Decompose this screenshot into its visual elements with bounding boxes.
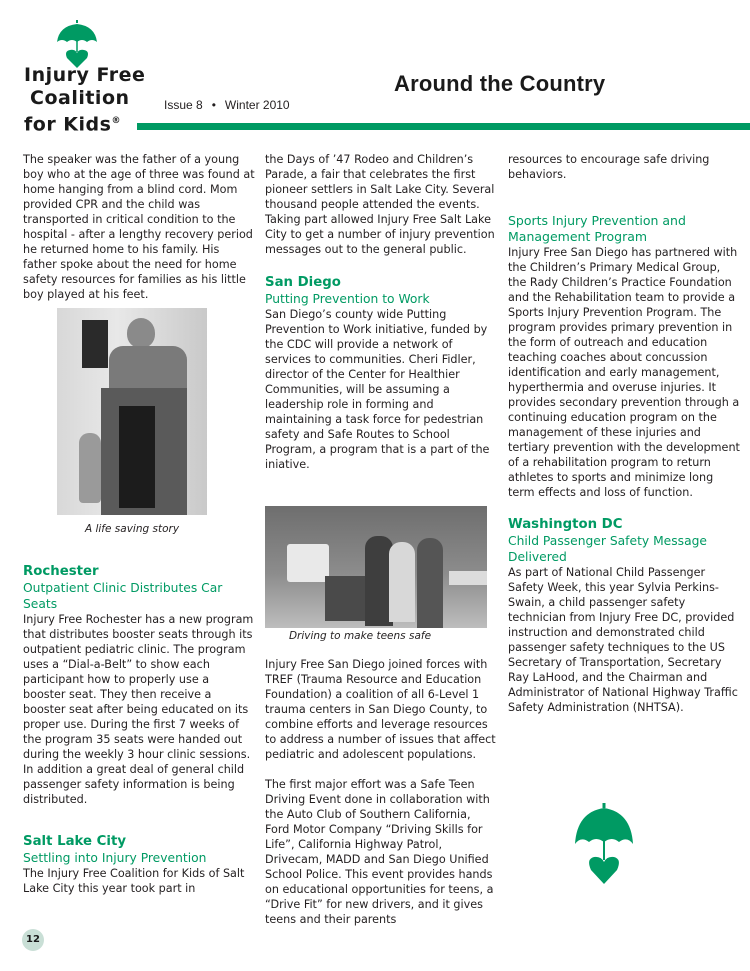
issue-info xyxy=(164,98,290,112)
salt-lake-heading: Salt Lake City xyxy=(23,834,127,849)
column-2 xyxy=(265,152,497,472)
rochester-heading: Rochester xyxy=(23,564,99,579)
san-diego-subheading: Putting Prevention to Work xyxy=(265,292,430,306)
san-diego-continued xyxy=(265,657,497,927)
safe-teen-driving-paragraph: The first major effort was a Safe Teen Driving Event done in collaboration with the Auto Club of Southern California, Ford Motor Company “Driving Skills for Life”, California Highway Patrol, Drivecam, MADD and San Diego Unified School Police. This event provides hands on educational opportunities for teens, a “Drive Fit” for new drivers, and it gives teens and their parents xyxy=(265,778,494,926)
intro-paragraph: The speaker was the father of a young boy who at the age of three was found at home hanging from a blind cord. Mom provided CPR and the child was transported in critical condition to the hospital - after a lengthy recovery period he returned home to his family. His father spoke about the need for home safety resources for families as his little boy played at his feet. xyxy=(23,153,255,301)
photo-teen-driving-event xyxy=(265,506,487,628)
person xyxy=(417,538,443,628)
washington-subheading: Child Passenger Safety Message Delivered xyxy=(508,534,707,564)
salt-lake-article xyxy=(23,833,255,896)
sports-body: Injury Free San Diego has partnered with the Children’s Primary Medical Group, the Rady Children’s Practice Foundation and the Rehabilitation team to provide a Sports Injury Prevention Program. The program provides primary prevention in the form of outreach and education teaching coaches about concussion identification and early management, hyperthermia and overuse injuries. It provides secondary prevention through a continuing education program on the management of these injuries and tertiary prevention with the development of a rehabilitation program to return athletes to sports and minimize long term effects and loss of function. xyxy=(508,246,740,499)
page-title: Around the Country xyxy=(394,71,606,96)
sports-heading: Sports Injury Prevention and Management Program xyxy=(508,213,686,244)
column-1 xyxy=(23,152,255,302)
salt-lake-subheading: Settling into Injury Prevention xyxy=(23,851,207,865)
rochester-article xyxy=(23,563,255,807)
photo-caption-2: Driving to make teens safe xyxy=(288,630,432,642)
logo-line-1: Injury Free xyxy=(24,64,146,86)
umbrella-heart-icon xyxy=(573,798,635,884)
child xyxy=(79,433,101,503)
salt-lake-continued: the Days of ’47 Rodeo and Children’s Parade, a fair that celebrates the first pioneer settlers in Salt Lake City. Several thousand people attended the events. Taking part allowed Injury Free Salt Lake City to get a number of injury prevention messages out to the general public. xyxy=(265,153,495,256)
washington-heading: Washington DC xyxy=(508,517,623,532)
san-diego-body: San Diego’s county wide Putting Prevention to Work initiative, funded by the CDC will provide a network of services to communities. Cheri Fidler, director of the Center for Healthier Communities, will be assuming a leadership role in forming and maintaining a task force for pedestrian safety and Safe Routes to School Program, a program that is a part of the iniative. xyxy=(265,308,490,471)
logo xyxy=(22,18,162,138)
separator: • xyxy=(211,98,216,112)
issue-season: Winter 2010 xyxy=(224,98,290,112)
photo-speaker-podium xyxy=(57,308,207,515)
column-3 xyxy=(508,152,740,715)
side-table xyxy=(449,571,487,585)
logo-wordmark xyxy=(24,64,145,136)
page-number-badge: 12 xyxy=(22,929,44,951)
washington-body: As part of National Child Passenger Safety Week, this year Sylvia Perkins-Swain, a child passenger safety technician from Injury Free DC, provided instruction and demonstrated child passenger safety techniques to the US Secretary of Transportation, Secretary Ray LaHood, and the Chairman and Administrator of National Highway Traffic Safety Administration (NHTSA). xyxy=(508,566,738,714)
rochester-body: Injury Free Rochester has a new program that distributes booster seats through its outpatient pediatric clinic. The program uses a “Dial-a-Belt” to show each participant how to properly use a booster seat. They then receive a booster seat after being educated on its proper use. During the first 7 weeks of the program 35 seats were handed out during the weekly 3 hour clinic sessions. In addition a great deal of general child passenger safety information is being distributed. xyxy=(23,613,254,806)
person xyxy=(389,542,415,622)
issue-number: Issue 8 xyxy=(164,98,203,112)
logo-line-2: Coalition xyxy=(30,87,130,109)
san-diego-heading: San Diego xyxy=(265,275,341,290)
driving-continued: resources to encourage safe driving behaviors. xyxy=(508,153,710,181)
man-head xyxy=(127,318,155,348)
registered-mark: ® xyxy=(111,116,121,126)
tref-paragraph: Injury Free San Diego joined forces with TREF (Trauma Resource and Education Foundation) a coalition of all 6-Level 1 trauma centers in San Diego County, to combine efforts and leverage resources to address a number of issues that affect pediatric and adolescent populations. xyxy=(265,658,496,761)
header-divider xyxy=(137,123,750,130)
event-sign xyxy=(287,544,329,582)
logo-line-3: for Kids® xyxy=(24,113,121,136)
speaker-box xyxy=(82,320,108,368)
photo-caption-1: A life saving story xyxy=(84,523,180,535)
umbrella-heart-icon xyxy=(54,20,100,70)
podium xyxy=(101,388,187,515)
salt-lake-body: The Injury Free Coalition for Kids of Salt Lake City this year took part in xyxy=(23,867,245,895)
rochester-subheading: Outpatient Clinic Distributes Car Seats xyxy=(23,581,223,611)
